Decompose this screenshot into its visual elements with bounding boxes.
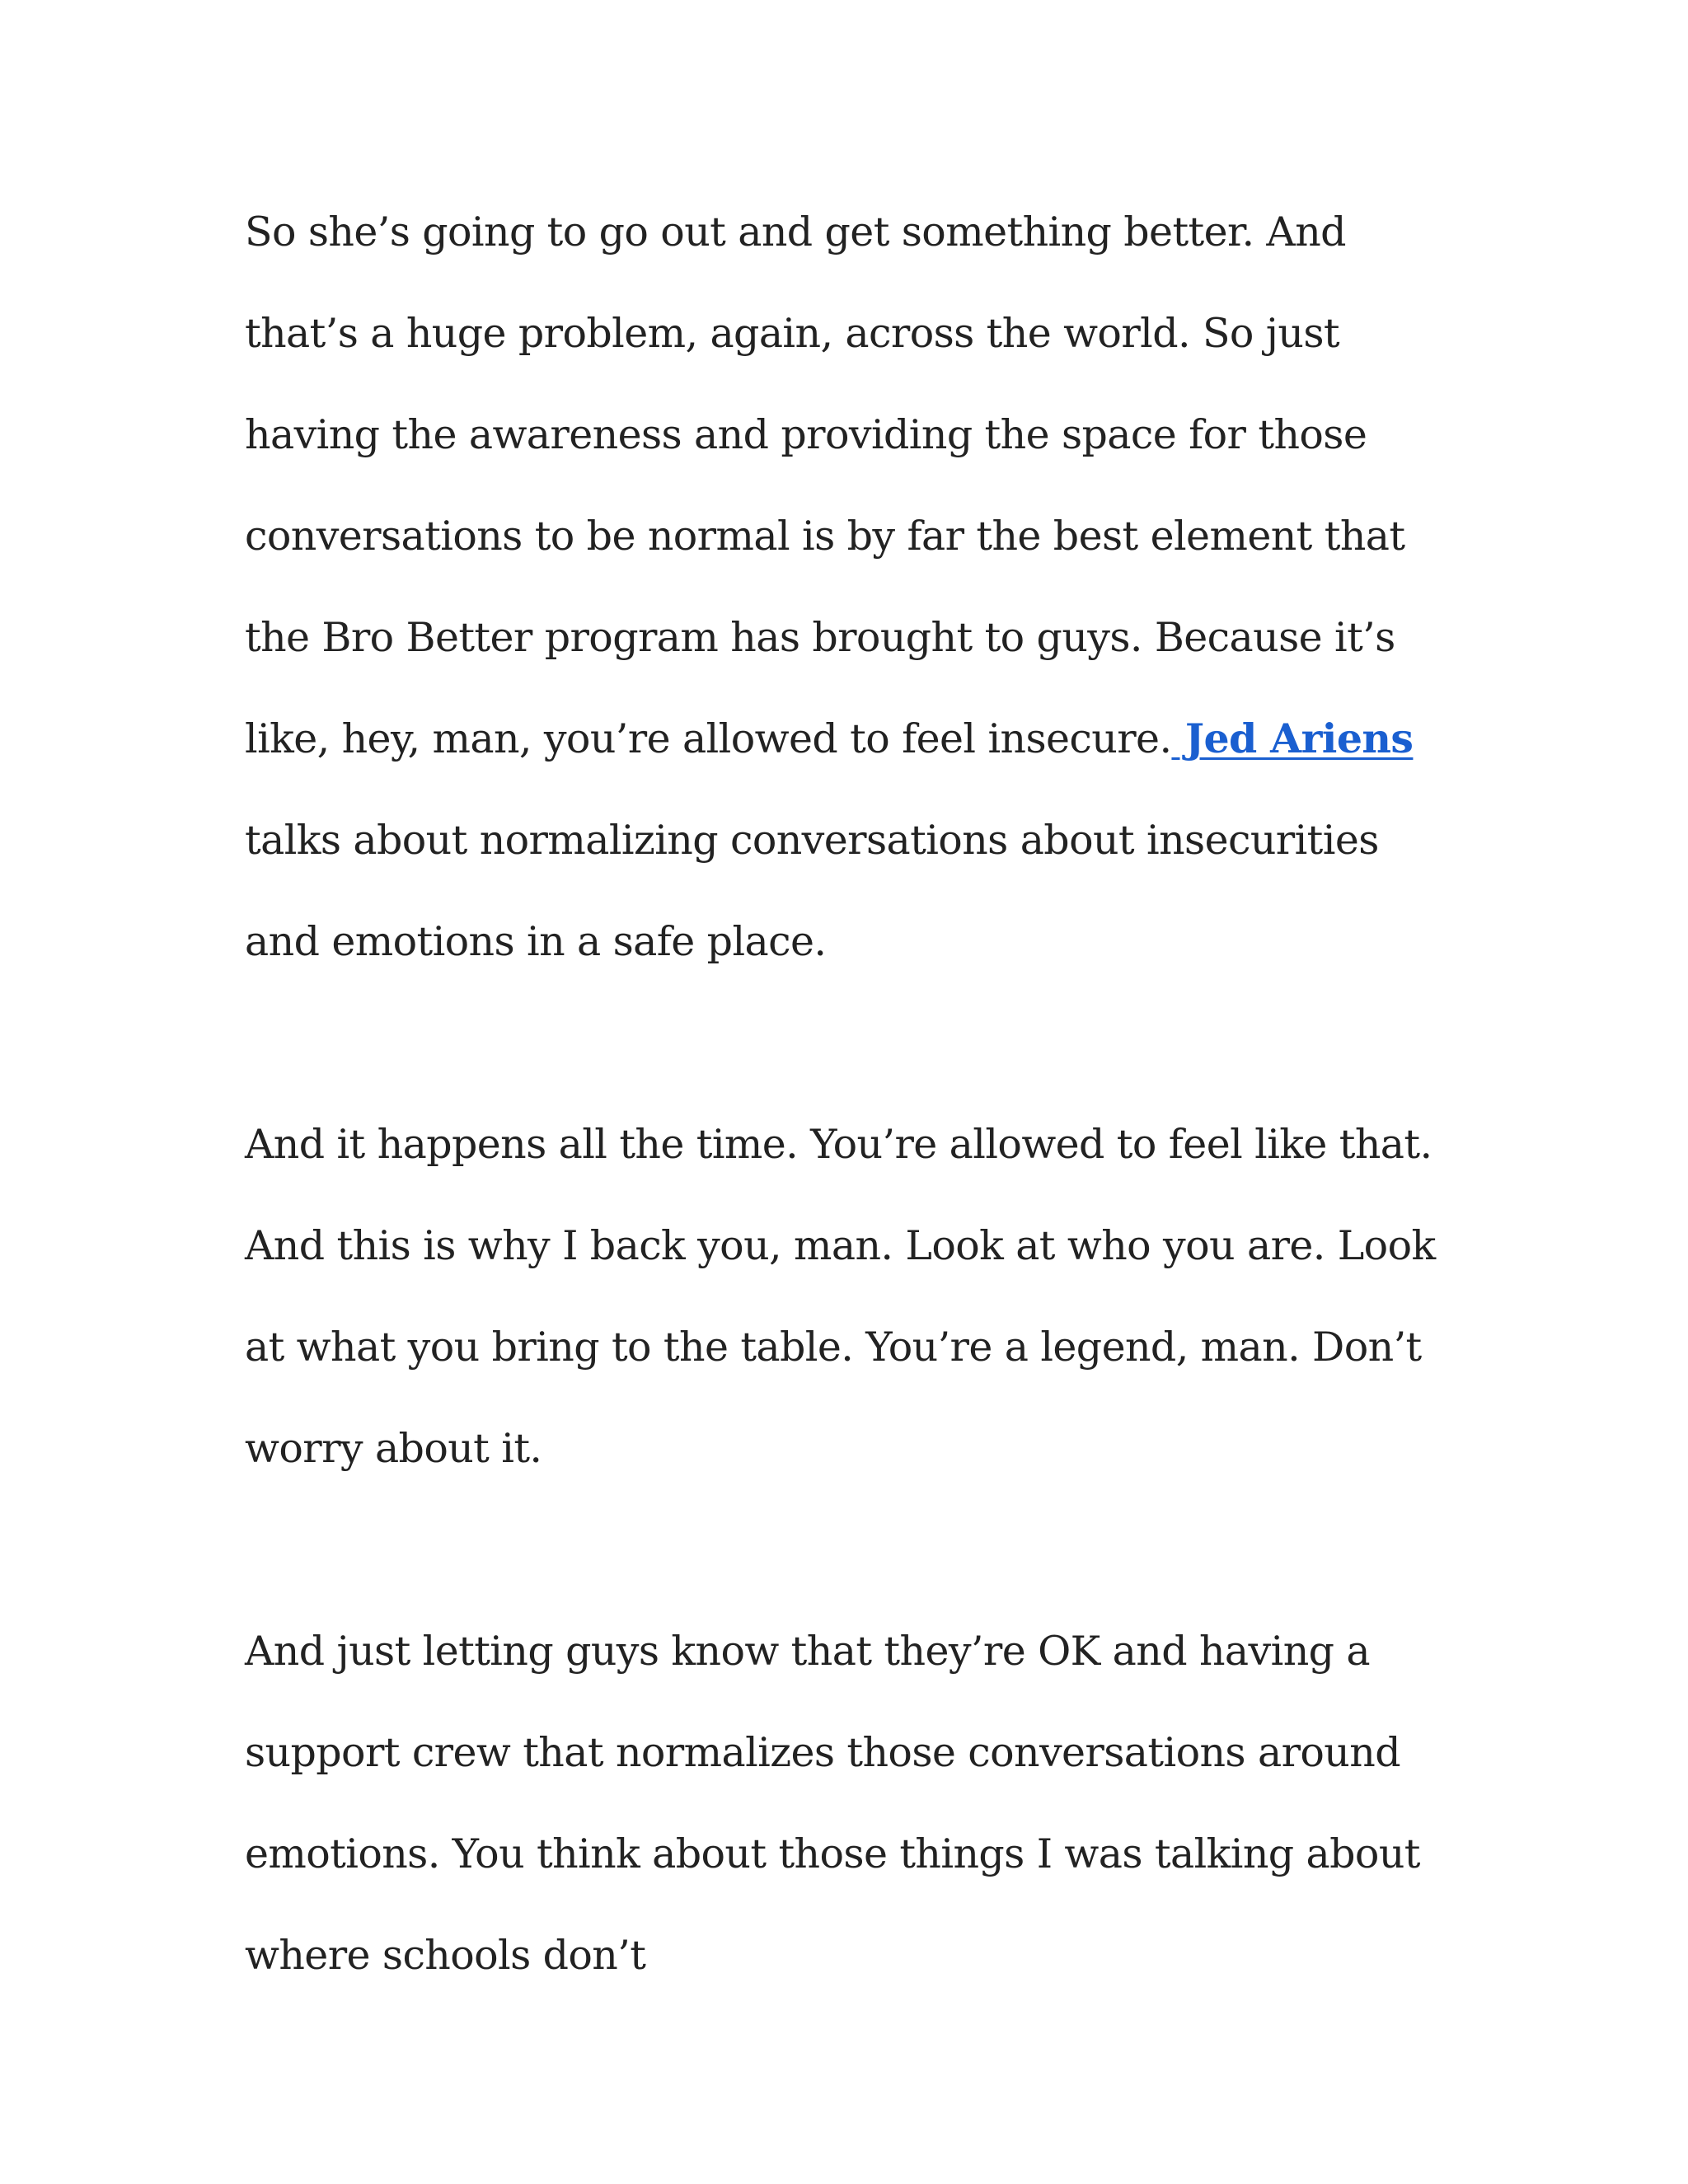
jed-ariens-link[interactable]: Jed Ariens xyxy=(1171,715,1414,762)
paragraph-1-text-before-link: So she’s going to go out and get something better. And that’s a huge problem, again, across the world. So just having the awareness and providing the space for those conversations to be normal is by far the best element that the Bro Better program has brought to guys. Because it’s like, hey, man, you’re allowed to feel insecure. xyxy=(245,209,1405,762)
article-body xyxy=(245,181,1465,2006)
paragraph-3: And just letting guys know that they’re OK and having a support crew that normalizes those conversations around emotions. You think about those things I was talking about where schools don’t xyxy=(245,1628,1420,1979)
paragraph-2: And it happens all the time. You’re allowed to feel like that. And this is why I back you, man. Look at who you are. Look at what you bring to the table. You’re a legend, man. Don’t worry about it. xyxy=(245,1121,1436,1472)
paragraph-1 xyxy=(245,181,1465,992)
paragraph-1-text-after-link: talks about normalizing conversations about insecurities and emotions in a safe place. xyxy=(245,817,1379,965)
